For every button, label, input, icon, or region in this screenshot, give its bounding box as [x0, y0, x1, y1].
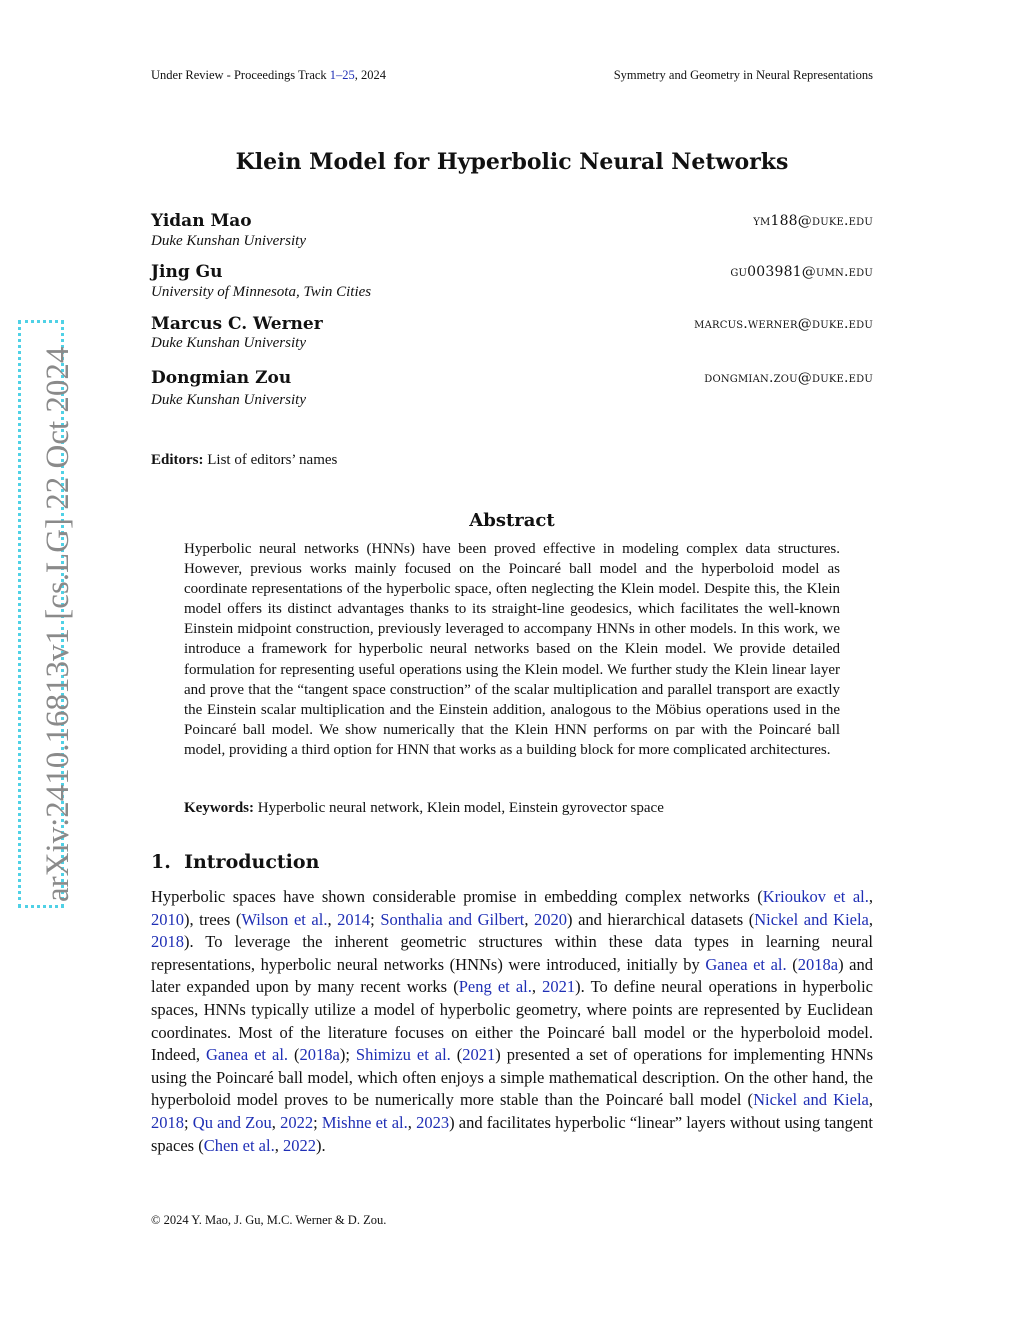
citation-link[interactable]: Nickel and Kiela — [754, 909, 869, 929]
citation-link[interactable]: 2010 — [151, 909, 184, 929]
citation-link[interactable]: Shimizu et al. — [355, 1045, 451, 1065]
citation-link[interactable]: 2018a — [299, 1045, 340, 1065]
citation-link[interactable]: Ganea et al. — [206, 1045, 289, 1065]
paper-title: Klein Model for Hyperbolic Neural Networks — [235, 149, 789, 175]
author-name: Jing Gu — [151, 262, 223, 282]
citation-link[interactable]: Wilson et al. — [241, 909, 328, 929]
citation-link[interactable]: Krioukov et al. — [762, 887, 869, 906]
author-name: Marcus C. Werner — [151, 314, 323, 334]
author-affiliation: Duke Kunshan University — [151, 335, 306, 351]
citation-link[interactable]: 2018a — [797, 954, 839, 974]
keywords-label: Keywords: — [184, 800, 254, 816]
author-affiliation: University of Minnesota, Twin Cities — [151, 284, 372, 300]
editors-label: Editors: — [151, 452, 204, 468]
arxiv-stamp: arXiv:2410.16813v1 [cs.LG] 22 Oct 2024 — [40, 346, 76, 902]
citation-link[interactable]: 2022 — [280, 1112, 314, 1132]
author-email[interactable]: marcus.werner@duke.edu — [694, 316, 873, 332]
citation-link[interactable]: 2018 — [151, 932, 184, 952]
citation-link[interactable]: 2022 — [282, 1135, 316, 1155]
abstract-heading: Abstract — [469, 510, 555, 531]
copyright-notice: © 2024 Y. Mao, J. Gu, M.C. Werner & D. Zou. — [151, 1213, 387, 1227]
citation-link[interactable]: 2023 — [416, 1112, 450, 1132]
citation-link[interactable]: Sonthalia and Gilbert — [380, 909, 525, 929]
intro-paragraph: Hyperbolic spaces have shown considerable promise in embedding complex networks (Krioukov et al., 2010), trees (Wilson et al., 2014; Sonthalia and Gilbert, 2020) and hierarchical datasets (Nickel and Kiela, 2018). To leverage the inherent geometric structures within these data types in learning neural representations, hyperbolic neural networks (HNNs) were introduced, initially by Ganea et al. (2018a) and later expanded upon by many recent works (Peng et al., 2021). To define neural operations in hyperbolic spaces, HNNs typically utilize a model of hyperbolic geometry, where points are represented by Euclidean coordinates. Most of the literature focuses on either the Poincaré ball model or the hyperboloid model. Indeed, Ganea et al. (2018a); Shimizu et al. (2021) presented a set of operations for implementing HNNs using the Poincaré ball model, which often enjoys a simple mathematical description. On the other hand, the hyperboloid model proves to be numerically more stable than the Poincaré ball model (Nickel and Kiela, 2018; Qu and Zou, 2022; Mishne et al., 2023) and facilitates hyperbolic “linear” layers without using tangent spaces (Chen et al., 2022). — [151, 887, 874, 1155]
citation-link[interactable]: 2021 — [542, 977, 576, 997]
running-header-right: Symmetry and Geometry in Neural Representations — [613, 68, 873, 82]
author-name: Dongmian Zou — [151, 368, 292, 388]
copyright-icon: © — [151, 1213, 161, 1227]
citation-link[interactable]: Mishne et al. — [321, 1112, 408, 1132]
author-name: Yidan Mao — [151, 211, 252, 231]
citation-link[interactable]: 2020 — [534, 909, 568, 929]
section-heading: 1. Introduction — [151, 851, 320, 873]
citation-link[interactable]: Peng et al. — [458, 977, 532, 997]
editors-line — [151, 452, 337, 469]
citation-link[interactable]: Chen et al. — [203, 1135, 275, 1155]
keywords-text: Hyperbolic neural network, Klein model, Einstein gyrovector space — [257, 800, 664, 816]
author-email[interactable]: gu003981@umn.edu — [730, 264, 873, 280]
citation-link[interactable]: Ganea et al. — [705, 954, 787, 974]
page-range-link[interactable]: 1–25 — [329, 68, 355, 82]
citation-link[interactable]: Qu and Zou — [192, 1112, 272, 1132]
keywords-line — [184, 800, 844, 817]
citation-link[interactable]: 2021 — [462, 1045, 496, 1065]
citation-link[interactable]: 2018 — [151, 1112, 184, 1132]
author-email[interactable]: dongmian.zou@duke.edu — [704, 370, 873, 386]
citation-link[interactable]: 2014 — [337, 909, 371, 929]
author-affiliation: Duke Kunshan University — [151, 392, 306, 408]
author-email[interactable]: ym188@duke.edu — [753, 213, 873, 229]
running-header-left: Under Review - Proceedings Track 1–25, 2024 — [151, 68, 387, 82]
abstract-text: Hyperbolic neural networks (HNNs) have been proved effective in modeling complex data structures. However, previous works mainly focused on the Poincaré ball model and the hyperboloid model as coordinate representations of the hyperbolic space, often neglecting the Klein model. Despite this, the Klein model offers its distinct advantages thanks to its straight-line geodesics, which facilitates the well-known Einstein midpoint construction, previously leveraged to accompany HNNs in other models. In this work, we introduce a framework for hyperbolic neural networks based on the Klein model. We provide detailed formulation for representing useful operations using the Klein model. We further study the Klein linear layer and prove that the “tangent space construction” of the scalar multiplication and parallel transport are exactly the Einstein scalar multiplication and the Einstein addition, analogous to the Möbius operations used in the Poincaré ball model. We show numerically that the Klein HNN performs on par with the Poincaré ball model, providing a third option for HNN that works as a building block for more complicated architectures. — [184, 541, 840, 758]
author-affiliation: Duke Kunshan University — [151, 233, 306, 249]
citation-link[interactable]: Nickel and Kiela — [753, 1090, 869, 1110]
editors-text: List of editors’ names — [207, 452, 338, 468]
